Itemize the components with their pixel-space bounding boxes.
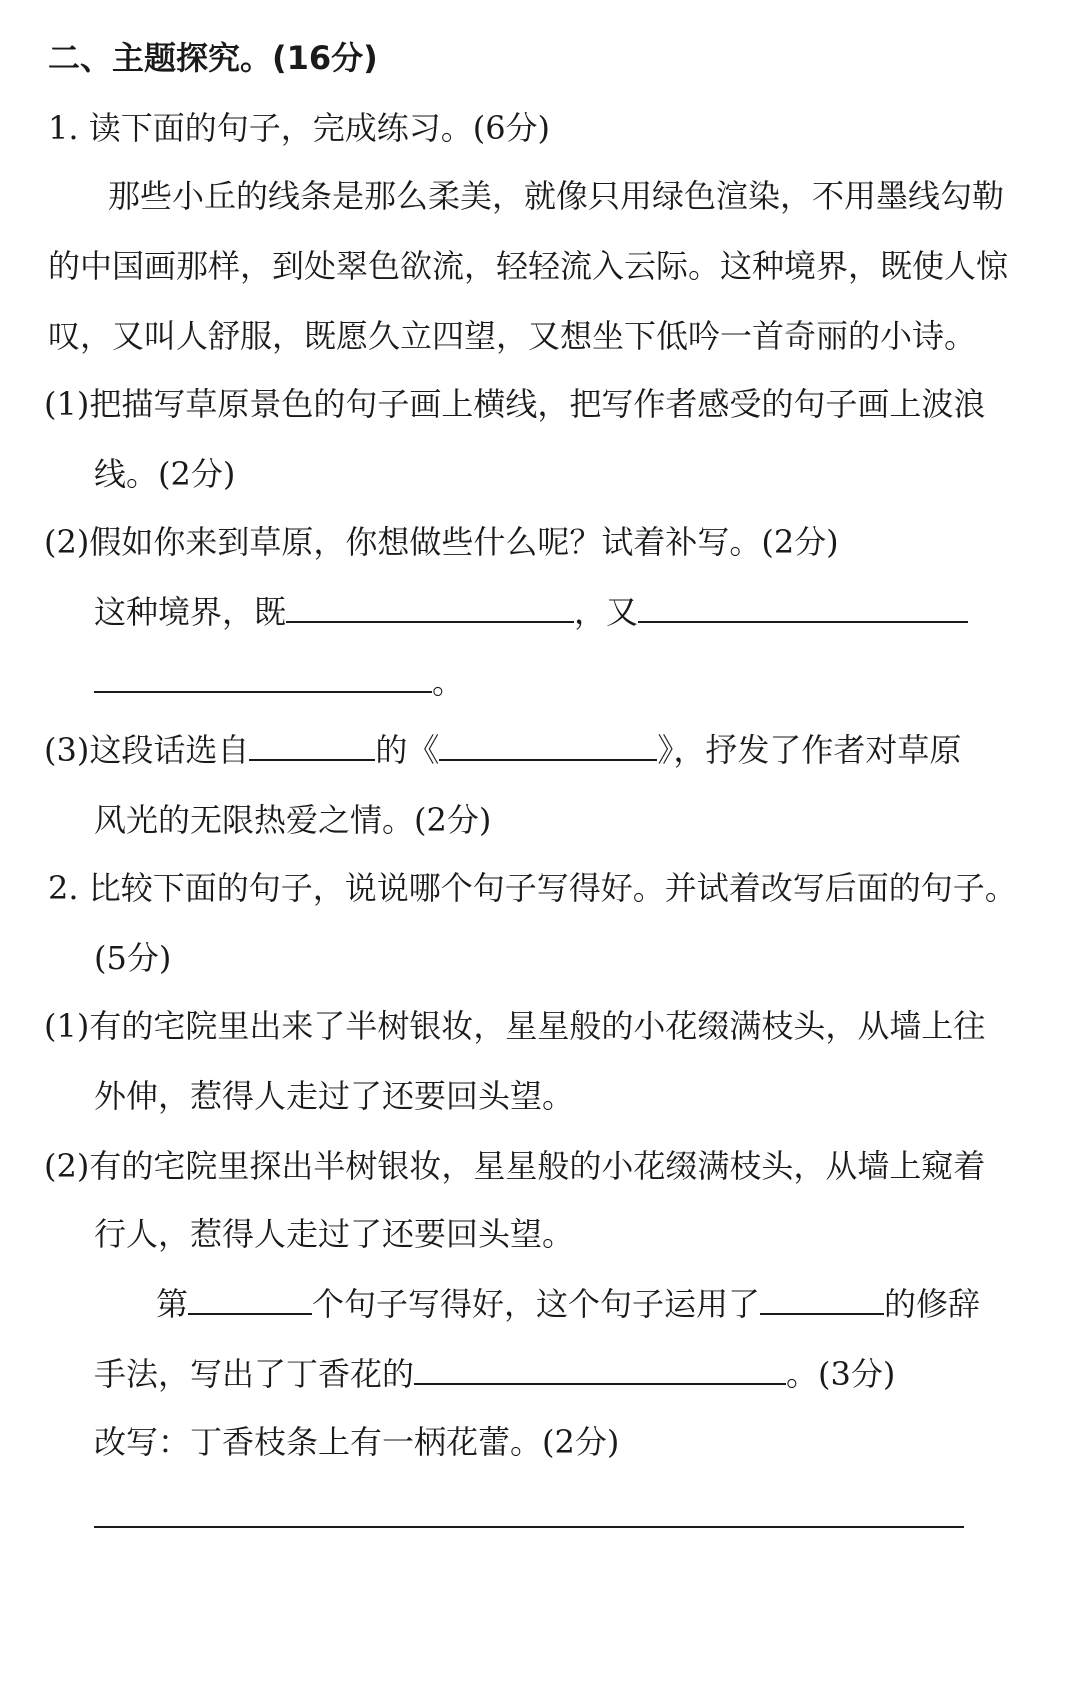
fill-text-q2a: 第 [156,1285,189,1323]
q1-part2-fill-line [94,592,968,632]
q1-part2-fill-line-2 [94,662,464,702]
description-blank[interactable] [414,1355,786,1385]
answer-blank-1[interactable] [286,593,574,623]
fill-text-q2d: 手法，写出了丁香花的 [94,1355,415,1393]
fill-text-a: 这种境界，既 [94,593,287,631]
q1-part1-line1: (1)把描写草原景色的句子画上横线，把写作者感受的句子画上波浪 [44,385,986,423]
fill-text-3a: (3)这段话选自 [44,731,250,769]
rewrite-answer-line[interactable] [94,1526,964,1528]
fill-text-end: 。 [432,663,465,701]
fill-text-3c: 》，抒发了作者对草原 [657,731,962,769]
fill-text-q2e: 。(3分) [786,1355,896,1393]
q2-heading: 2. 比较下面的句子，说说哪个句子写得好。并试着改写后面的句子。 [48,869,1017,907]
q1-part3-line1 [44,730,961,770]
q2-sentence2-line2: 行人，惹得人走过了还要回头望。 [94,1215,575,1253]
q2-heading-points: (5分) [94,939,172,977]
q1-part2-line1: (2)假如你来到草原，你想做些什么呢？试着补写。(2分) [44,523,839,561]
q2-fill-line2 [94,1354,895,1394]
passage-line-2: 的中国画那样，到处翠色欲流，轻轻流入云际。这种境界，既使人惊 [48,247,1009,285]
passage-line-3: 叹，又叫人舒服，既愿久立四望，又想坐下低吟一首奇丽的小诗。 [48,317,977,355]
fill-text-3b: 的《 [375,731,440,769]
q2-rewrite-prompt: 改写：丁香枝条上有一柄花蕾。(2分) [94,1423,620,1461]
answer-blank-3[interactable] [94,663,432,693]
q2-sentence1-line2: 外伸，惹得人走过了还要回头望。 [94,1077,575,1115]
section-title: 二、主题探究。(16分) [48,39,378,77]
rhetoric-blank[interactable] [760,1285,884,1315]
q2-fill-line1 [156,1284,980,1324]
q1-heading: 1. 读下面的句子，完成练习。(6分) [48,109,551,147]
answer-blank-2[interactable] [638,593,968,623]
fill-text-q2b: 个句子写得好，这个句子运用了 [312,1285,761,1323]
q2-sentence1-line1: (1)有的宅院里出来了半树银妆，星星般的小花缀满枝头，从墙上往 [44,1007,986,1045]
q1-part3-line2: 风光的无限热爱之情。(2分) [94,801,492,839]
title-blank[interactable] [439,731,657,761]
author-blank[interactable] [249,731,375,761]
q1-part1-line2: 线。(2分) [94,455,236,493]
sentence-number-blank[interactable] [188,1285,312,1315]
fill-text-q2c: 的修辞 [884,1285,981,1323]
passage-line-1: 那些小丘的线条是那么柔美，就像只用绿色渲染，不用墨线勾勒 [108,177,1005,215]
q2-sentence2-line1: (2)有的宅院里探出半树银妆，星星般的小花缀满枝头，从墙上窥着 [44,1147,986,1185]
fill-text-b: ，又 [574,593,639,631]
